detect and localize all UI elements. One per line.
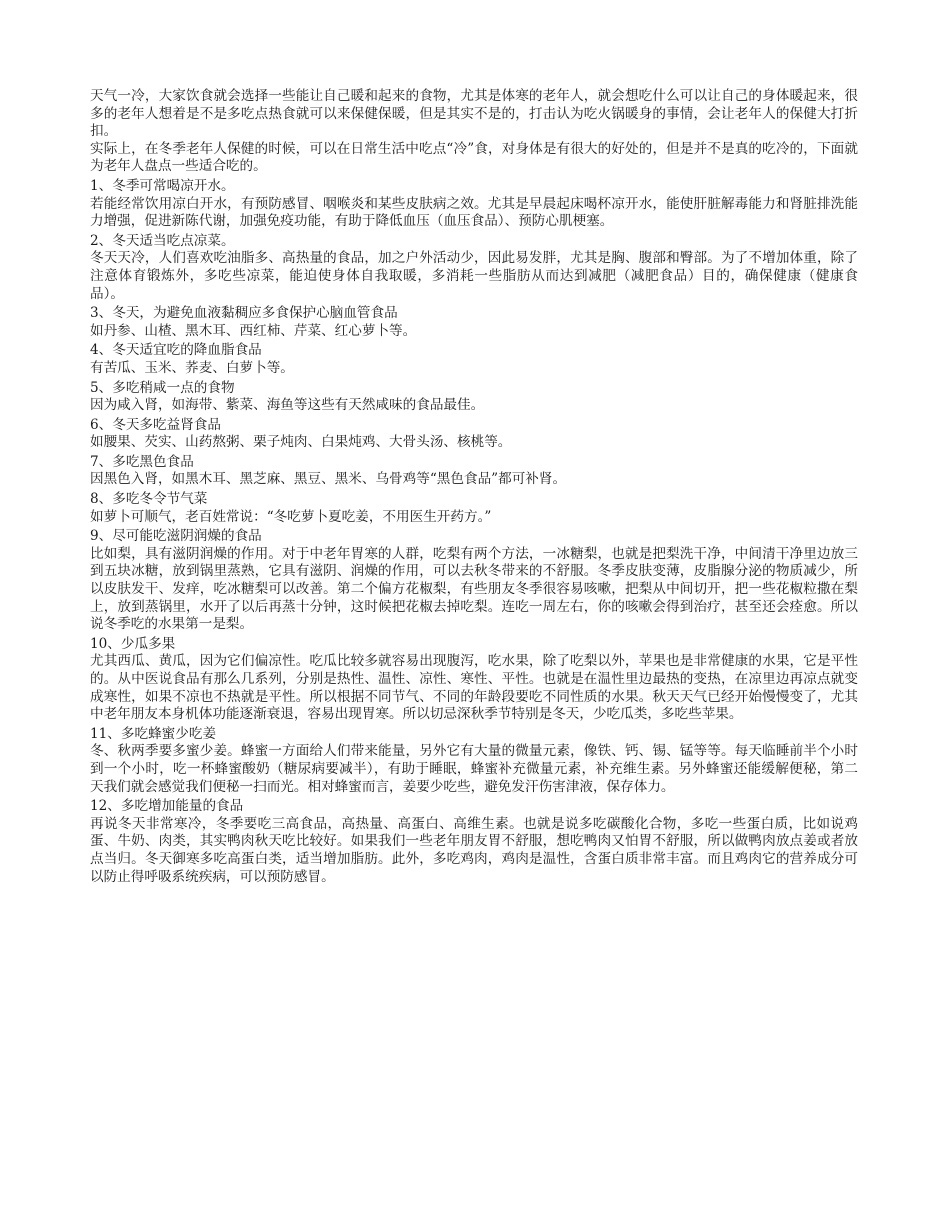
section-heading: 9、尽可能吃滋阴润燥的食品 <box>90 528 262 545</box>
section-body: 比如梨，具有滋阴润燥的作用。对于中老年胃寒的人群，吃梨有两个方法，一冰糖梨，也就是把梨洗干净，中间清干净里边放三到五块冰糖，放到锅里蒸熟，它具有滋阴、润燥的作用，可以去秋冬带来的不舒服。冬季皮肤变薄，皮脂腺分泌的物质减少，所以皮肤发干、发痒，吃冰糖梨可以改善。第二个偏方花椒梨，有些朋友冬季很容易咳嗽，把梨从中间切开，把一些花椒粒撒在梨上，放到蒸锅里，水开了以后再蒸十分钟，这时候把花椒去掉吃梨。连吃一周左右，你的咳嗽会得到治疗，甚至还会痊愈。所以说冬季吃的水果第一是梨。 <box>90 545 858 633</box>
section-heading: 4、冬天适宜吃的降血脂食品 <box>90 342 262 359</box>
intro-paragraph: 实际上，在冬季老年人保健的时候，可以在日常生活中吃点“冷”食，对身体是有很大的好处的，但是并不是真的吃冷的，下面就为老年人盘点一些适合吃的。 <box>90 140 858 175</box>
section-body: 因为咸入肾，如海带、紫菜、海鱼等这些有天然咸味的食品最佳。 <box>90 397 485 414</box>
section-heading: 1、冬季可常喝凉开水。 <box>90 177 235 194</box>
section-heading: 6、冬天多吃益肾食品 <box>90 416 221 433</box>
section-heading: 7、多吃黑色食品 <box>90 453 194 470</box>
section-heading: 10、少瓜多果 <box>90 635 176 652</box>
intro-paragraph: 天气一冷，大家饮食就会选择一些能让自己暖和起来的食物，尤其是体寒的老年人，就会想吃什么可以让自己的身体暖起来，很多的老年人想着是不是多吃点热食就可以来保健保暖，但是其实不是的，打击认为吃火锅暖身的事情，会让老年人的保健大打折扣。 <box>90 88 858 140</box>
section-heading: 3、冬天，为避免血液黏稠应多食保护心脑血管食品 <box>90 305 398 322</box>
section-body: 冬天天冷，人们喜欢吃油脂多、高热量的食品，加之户外活动少，因此易发胖，尤其是胸、腹部和臀部。为了不增加体重，除了注意体育锻炼外，多吃些凉菜，能迫使身体自我取暖，多消耗一些脂肪从而达到减肥（减肥食品）目的，确保健康（健康食品）。 <box>90 250 858 302</box>
section-heading: 11、多吃蜂蜜少吃姜 <box>90 725 217 742</box>
section-heading: 2、冬天适当吃点凉菜。 <box>90 232 235 249</box>
section-body: 再说冬天非常寒冷，冬季要吃三高食品，高热量、高蛋白、高维生素。也就是说多吃碳酸化合物，多吃一些蛋白质，比如说鸡蛋、牛奶、肉类，其实鸭肉秋天吃比较好。如果我们一些老年朋友胃不舒服，想吃鸭肉又怕胃不舒服，所以做鸭肉放点姜或者放点当归。冬天御寒多吃高蛋白类，适当增加脂肪。此外，多吃鸡肉，鸡肉是温性，含蛋白质非常丰富。而且鸡肉它的营养成分可以防止得呼吸系统疾病，可以预防感冒。 <box>90 815 858 885</box>
section-body: 冬、秋两季要多蜜少姜。蜂蜜一方面给人们带来能量，另外它有大量的微量元素，像铁、钙、锡、锰等等。每天临睡前半个小时到一个小时，吃一杯蜂蜜酸奶（糖尿病要减半），有助于睡眠，蜂蜜补充微量元素，补充维生素。另外蜂蜜还能缓解便秘，第二天我们就会感觉我们便秘一扫而光。相对蜂蜜而言，姜要少吃些，避免发汗伤害津液，保存体力。 <box>90 743 858 795</box>
section-body: 如萝卜可顺气，老百姓常说：“冬吃萝卜夏吃姜，不用医生开药方。” <box>90 508 492 525</box>
section-body: 若能经常饮用凉白开水，有预防感冒、咽喉炎和某些皮肤病之效。尤其是早晨起床喝杯凉开水，能使肝脏解毒能力和肾脏排洗能力增强，促进新陈代谢，加强免疫功能，有助于降低血压（血压食品）、预防心肌梗塞。 <box>90 195 858 230</box>
section-body: 如腰果、芡实、山药熬粥、栗子炖肉、白果炖鸡、大骨头汤、核桃等。 <box>90 434 512 451</box>
section-body: 有苦瓜、玉米、荞麦、白萝卜等。 <box>90 359 294 376</box>
section-heading: 12、多吃增加能量的食品 <box>90 798 244 815</box>
section-heading: 5、多吃稍咸一点的食物 <box>90 379 235 396</box>
section-body: 尤其西瓜、黄瓜，因为它们偏凉性。吃瓜比较多就容易出现腹泻，吃水果，除了吃梨以外，苹果也是非常健康的水果，它是平性的。从中医说食品有那么几系列，分别是热性、温性、凉性、寒性、平性。也就是在温性里边最热的变热，在凉里边再凉点就变成寒性，如果不凉也不热就是平性。所以根据不同节气、不同的年龄段要吃不同性质的水果。秋天天气已经开始慢慢变了，尤其中老年朋友本身机体功能逐渐衰退，容易出现胃寒。所以切忌深秋季节特别是冬天，少吃瓜类，多吃些苹果。 <box>90 653 858 723</box>
section-heading: 8、多吃冬令节气菜 <box>90 491 208 508</box>
article <box>90 88 858 888</box>
section-body: 如丹参、山楂、黑木耳、西红柿、芹菜、红心萝卜等。 <box>90 322 417 339</box>
section-body: 因黑色入肾，如黑木耳、黑芝麻、黑豆、黑米、乌骨鸡等“黑色食品”都可补肾。 <box>90 471 567 488</box>
